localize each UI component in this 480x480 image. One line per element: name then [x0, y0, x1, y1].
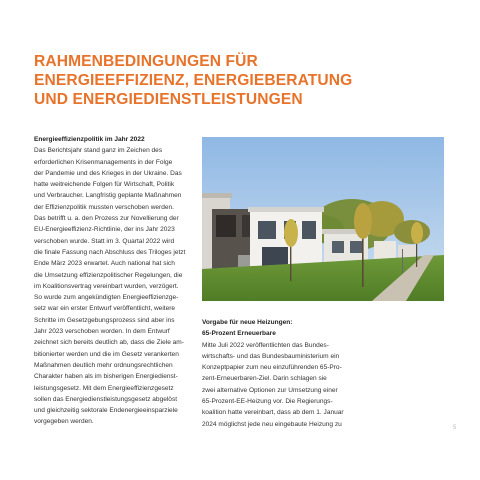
body-line: verschoben wurde. Statt im 3. Quartal 2022 wird — [34, 237, 175, 245]
body-line: Charakter haben als im bisherigen Energiedienst- — [34, 373, 178, 381]
title-line: RAHMENBEDINGUNGEN FÜR — [34, 53, 258, 70]
body-line: und gleichzeitig sektorale Endenergieeinsparziele — [34, 407, 178, 415]
body-line: sollen das Energiedienstleistungsgesetz abgelöst — [34, 395, 178, 403]
body-line: wirtschafts- und das Bundesbauministerium ein — [202, 352, 340, 360]
body-line: die Umsetzung effizienzpolitischer Regelungen, die — [34, 271, 183, 279]
body-line: erforderlichen Krisenmanagements in der Folge — [34, 158, 173, 166]
body-line: bitionierter werden und die im Gesetz verankerten — [34, 350, 179, 358]
body-line: der Pandemie und des Krieges in der Ukraine. Das — [34, 169, 182, 177]
body-line: zent-Erneuerbaren-Ziel. Darin schlagen sie — [202, 375, 327, 383]
housing-photo — [202, 137, 444, 301]
body-line: So wurde zum angekündigten Energieeffizienzge- — [34, 294, 179, 302]
section-heading: Energieeffizienzpolitik im Jahr 2022 — [34, 136, 145, 143]
left-text-column — [34, 134, 196, 428]
page-number: 5 — [453, 425, 457, 431]
title-line: UND ENERGIEDIENSTLEISTUNGEN — [34, 91, 303, 108]
title-line: ENERGIEEFFIZIENZ, ENERGIEBERATUNG — [34, 72, 353, 89]
body-line: Maßnahmen deutlich mehr ordnungsrechtlichen — [34, 361, 173, 369]
right-text-column — [202, 317, 364, 430]
body-line: Schritte im Gesetzgebungsprozess sind aber ins — [34, 316, 175, 324]
body-line: koalition hatte vereinbart, dass ab dem 1. Januar — [202, 409, 344, 417]
body-line: zeichnet sich bereits deutlich ab, dass die Ziele am- — [34, 339, 184, 347]
body-line: und Verbraucher. Langfristig geplante Maßnahmen — [34, 192, 182, 200]
housing-photo-illustration — [202, 137, 444, 301]
body-line: die finale Fassung nach Abschluss des Triloges jetzt — [34, 248, 186, 256]
body-line: zwei alternative Optionen zur Umsetzung einer — [202, 386, 338, 394]
body-line: Konzeptpapier zum neu einzuführenden 65-Pro- — [202, 364, 342, 372]
body-line: Ende März 2023 erwartet. Auch national hat sich — [34, 260, 175, 268]
section-heading: Vorgabe für neue Heizungen: — [202, 319, 293, 326]
body-line: Mitte Juli 2022 veröffentlichten das Bundes- — [202, 341, 329, 349]
body-line: 2024 möglichst jede neu eingebaute Heizung zu — [202, 420, 342, 428]
body-line: Das betrifft u. a. den Prozess zur Novellierung der — [34, 215, 179, 223]
body-line: setz war ein erster Entwurf veröffentlicht, weitere — [34, 305, 176, 313]
body-line: Das Berichtsjahr stand ganz im Zeichen des — [34, 147, 163, 155]
body-line: 65-Prozent-EE-Heizung vor. Die Regierungs- — [202, 398, 333, 406]
body-line: im Koalitionsvertrag vereinbart wurden, verzögert. — [34, 282, 179, 290]
body-line: Jahr 2023 verschoben worden. In dem Entwurf — [34, 328, 170, 336]
page-title — [34, 52, 454, 109]
body-line: EU-Energieeffizienz-Richtlinie, der ins Jahr 2023 — [34, 226, 175, 234]
body-line: hatte weitreichende Folgen für Wirtschaft, Politik — [34, 181, 175, 189]
body-line: vorgegeben werden. — [34, 418, 94, 426]
body-line: der Effizienzpolitik mussten verschoben werden. — [34, 203, 174, 211]
section-heading: 65-Prozent Erneuerbare — [202, 330, 276, 338]
body-line: leistungsgesetz. Mit dem Energieeffizienzgesetz — [34, 384, 174, 392]
